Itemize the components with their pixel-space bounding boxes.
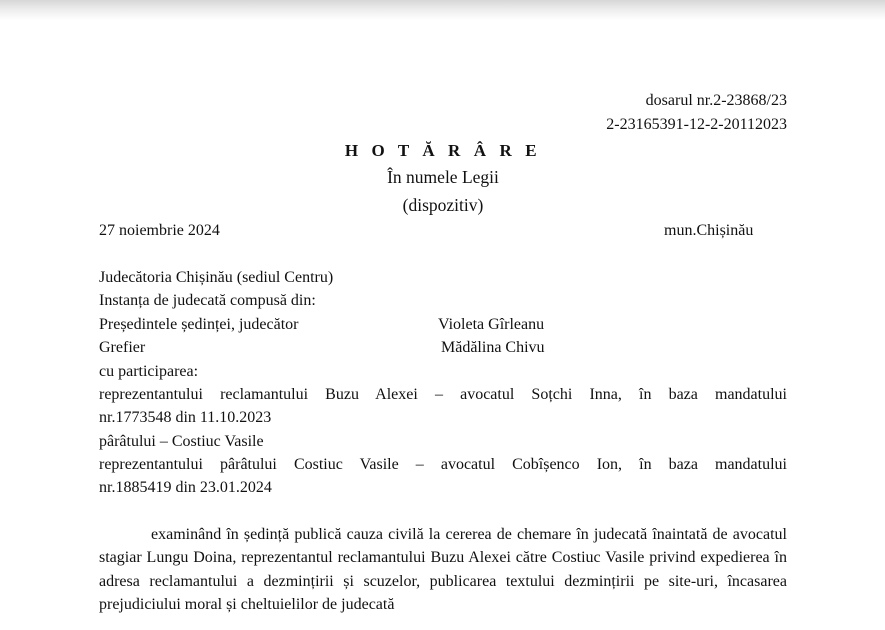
participant-line: reprezentantului reclamantului Buzu Alexei – avocatul Soțchi Inna, în baza mandatului	[99, 386, 787, 403]
document-date: 27 noiembrie 2024	[99, 222, 220, 239]
member-role: Grefier	[99, 339, 146, 356]
body-paragraph	[99, 523, 787, 616]
member-name: Violeta Gîrleanu	[438, 316, 545, 333]
member-role: Președintele ședinței, judecător	[99, 316, 299, 333]
participant-line: pârâtului – Costiuc Vasile	[99, 433, 264, 450]
body-paragraph-text: examinând în ședință publică cauza civilă la cererea de chemare în judecată înaintată de avocatul stagiar Lungu Doina, reprezentantul reclamantului Buzu Alexei către Costiuc Vasile privind expedierea în adresa reclamantului a dezmințirii și scuzelor, publicarea textului dezmințirii pe site-uri, încasarea prejudiciului moral și cheltuielilor de judecată	[99, 526, 787, 613]
member-name: Mădălina Chivu	[441, 339, 545, 356]
document-title: H O T Ă R Â R E	[344, 141, 542, 160]
document-location: mun.Chișinău	[664, 222, 754, 239]
participant-line: nr.1773548 din 11.10.2023	[99, 409, 272, 426]
document-note: (dispozitiv)	[402, 195, 484, 215]
participant-line: reprezentantului pârâtului Costiuc Vasile – avocatul Cobîșenco Ion, în baza mandatului	[99, 456, 787, 473]
participant-line: nr.1885419 din 23.01.2024	[99, 479, 272, 496]
case-number: dosarul nr.2-23868/23	[645, 92, 787, 109]
case-code: 2-23165391-12-2-20112023	[606, 116, 787, 133]
document-page	[99, 0, 787, 630]
document-subtitle: În numele Legii	[387, 167, 499, 187]
participation-label: cu participarea:	[99, 363, 199, 380]
court-name: Judecătoria Chișinău (sediul Centru)	[99, 269, 334, 286]
court-composition: Instanța de judecată compusă din:	[99, 292, 316, 309]
